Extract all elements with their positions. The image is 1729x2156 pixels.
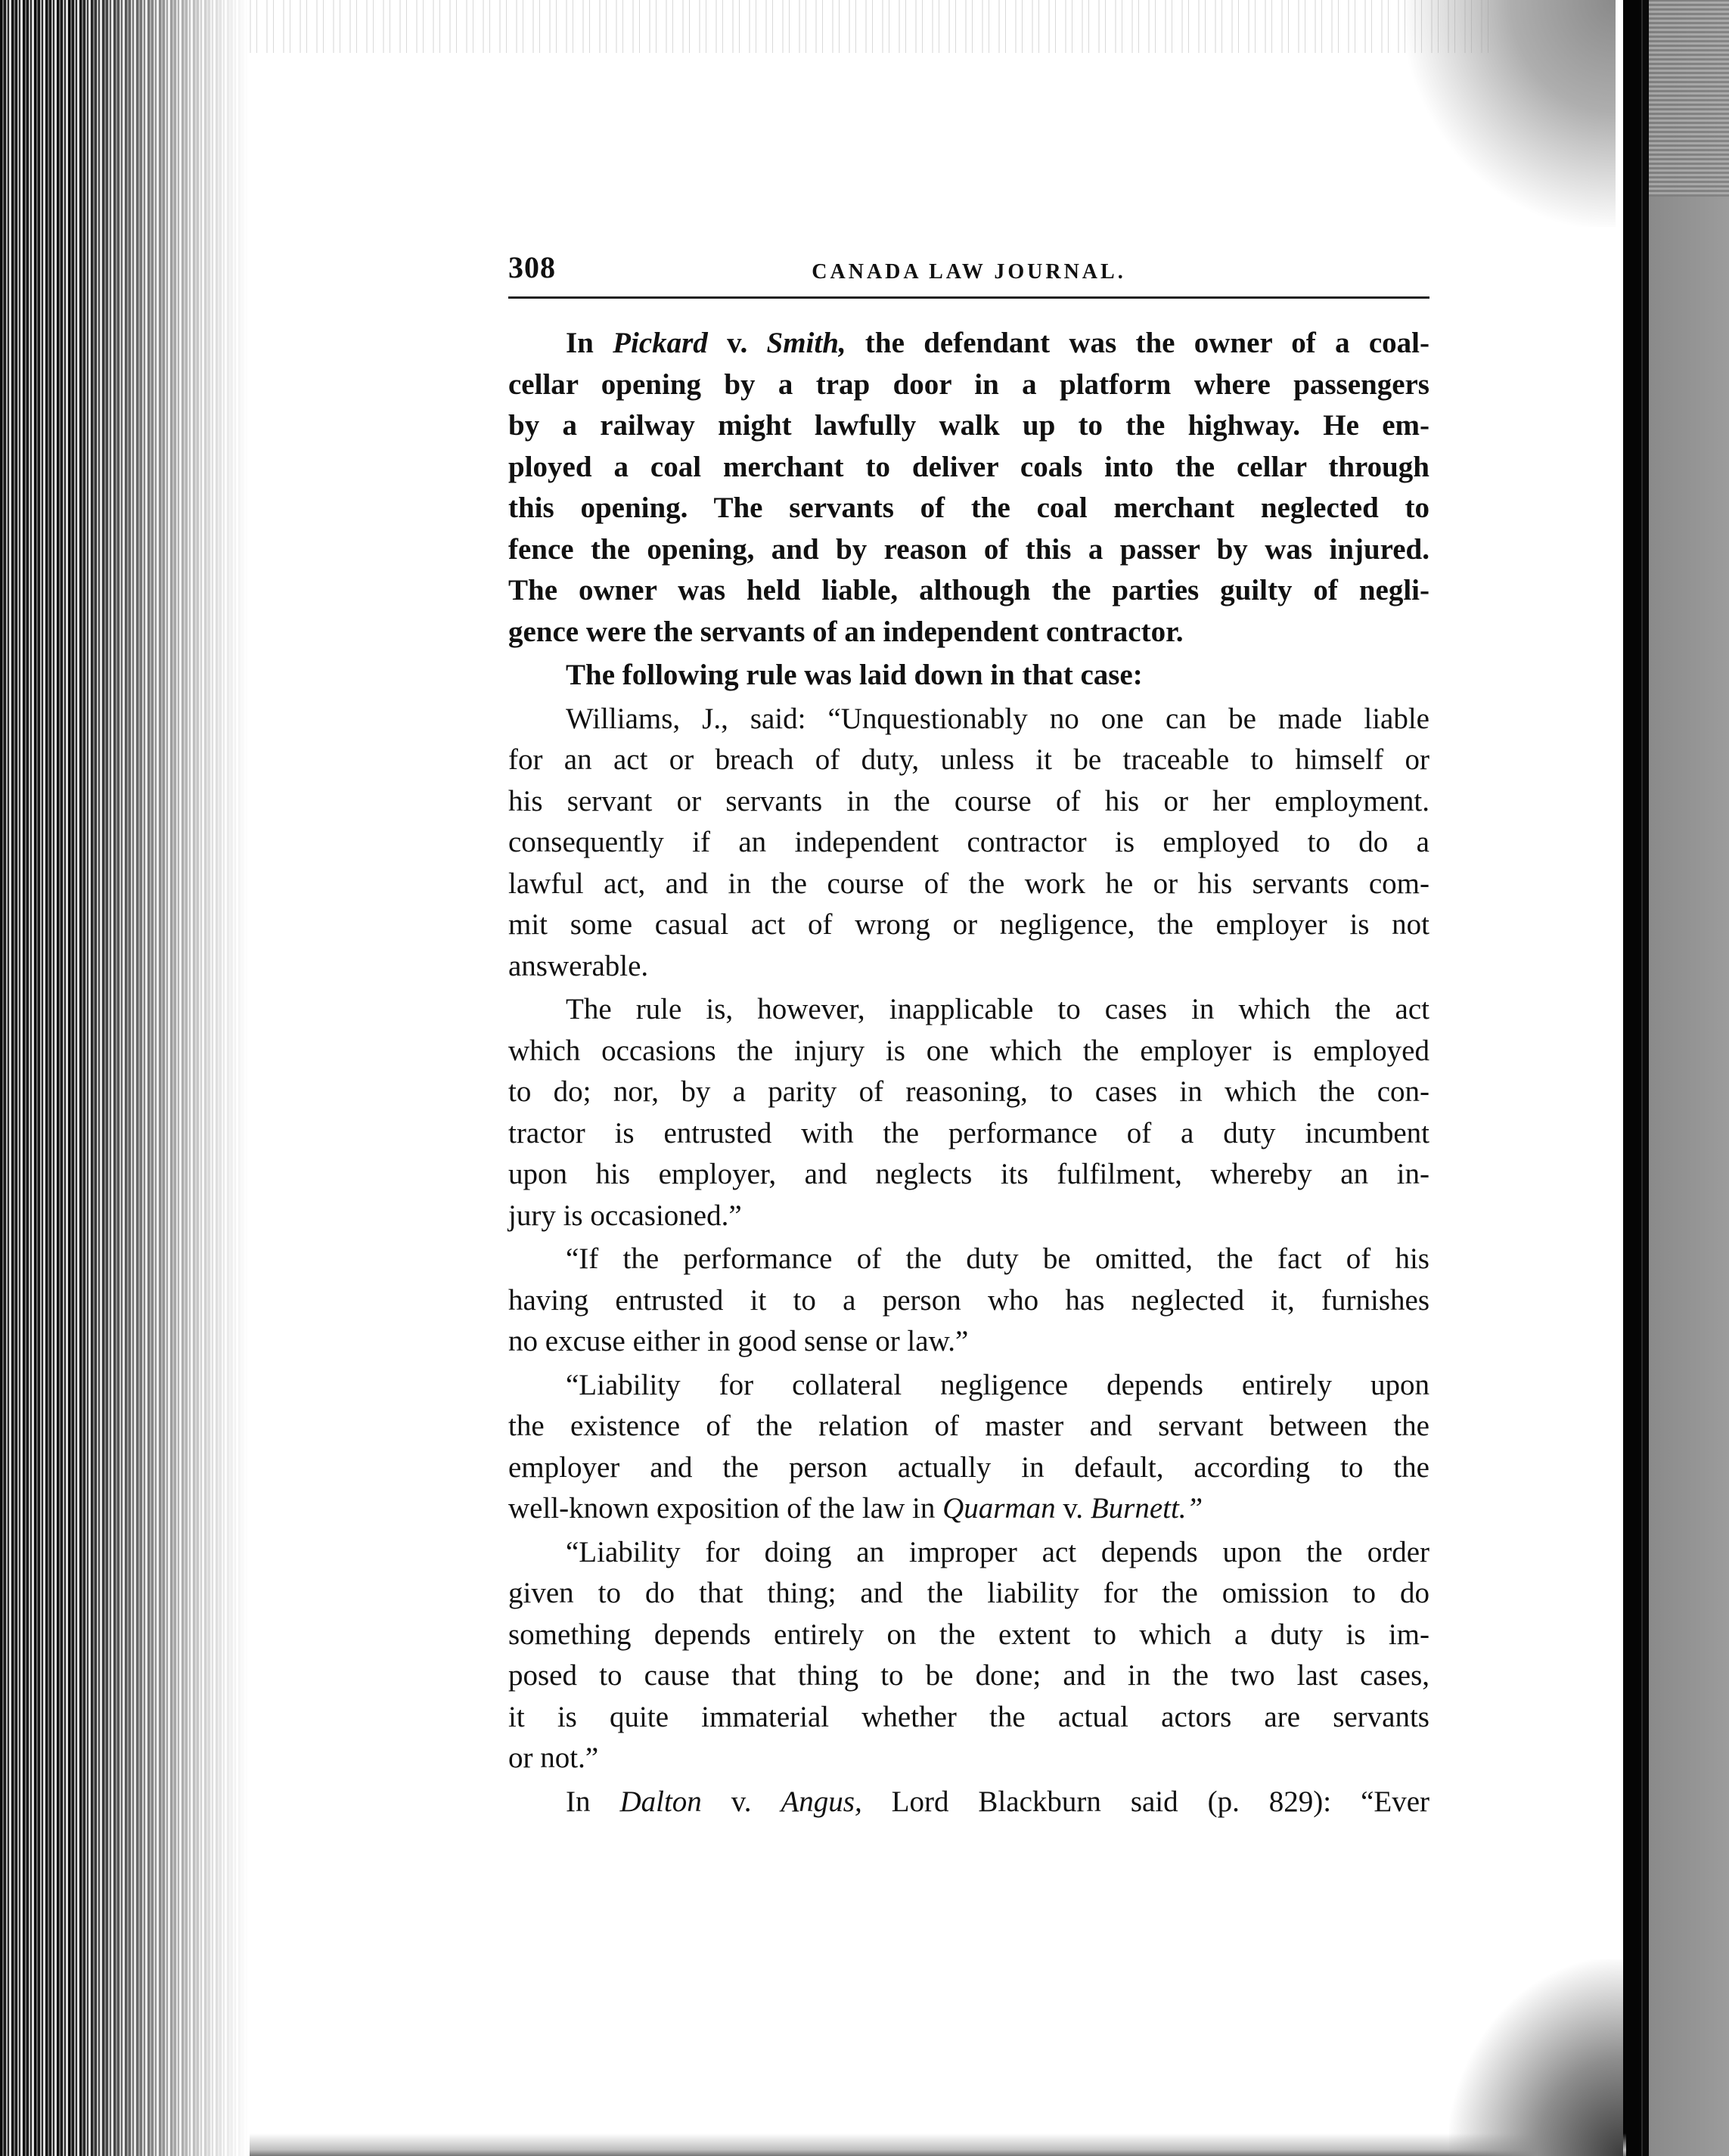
text-line: for an act or breach of duty, unless it be traceable to himself or <box>508 743 1429 776</box>
text-line: The following rule was laid down in that case: <box>566 659 1143 691</box>
paragraph <box>508 699 1429 988</box>
text-line: In Dalton v. Angus, Lord Blackburn said (p. 829): “Ever <box>566 1785 1429 1818</box>
page-number: 308 <box>508 250 556 284</box>
text-line: The rule is, however, inapplicable to cases in which the act <box>566 993 1429 1025</box>
text-line: given to do that thing; and the liability for the omission to do <box>508 1577 1429 1609</box>
paragraph <box>508 1239 1429 1363</box>
paragraph <box>508 989 1429 1236</box>
body-text <box>508 323 1429 1823</box>
text-line: posed to cause that thing to be done; and in the two last cases, <box>508 1659 1429 1692</box>
document-page <box>508 250 1429 1825</box>
text-line: having entrusted it to a person who has neglected it, furnishes <box>508 1283 1429 1317</box>
text-line: to do; nor, by a parity of reasoning, to cases in which the con- <box>508 1075 1429 1108</box>
scan-right-edge <box>1623 0 1729 2156</box>
text-line: answerable. <box>508 949 649 982</box>
text-line: The owner was held liable, although the parties guilty of negli- <box>508 574 1429 606</box>
text-line: something depends entirely on the extent to which a duty is im- <box>508 1618 1429 1651</box>
case-name: Angus, <box>781 1785 862 1818</box>
text-line: tractor is entrusted with the performance of a duty incumbent <box>508 1116 1429 1149</box>
text-line: the existence of the relation of master and servant between the <box>508 1410 1429 1442</box>
text-line: it is quite immaterial whether the actual actors are servants <box>508 1700 1429 1733</box>
text-line: consequently if an independent contractor is employed to do a <box>508 826 1429 858</box>
text-line: gence were the servants of an independent contractor. <box>508 615 1184 648</box>
text-line: “Liability for doing an improper act depends upon the order <box>566 1535 1429 1568</box>
scan-corner-shadow <box>1404 0 1616 227</box>
text-line: or not.” <box>508 1742 599 1774</box>
scan-bottom-edge <box>250 2133 1626 2156</box>
text-line: “If the performance of the duty be omitted, the fact of his <box>566 1242 1429 1275</box>
case-name: Smith, <box>766 327 846 359</box>
paragraph <box>508 655 1429 696</box>
paragraph <box>508 1365 1429 1530</box>
case-name: Pickard <box>613 327 708 359</box>
paragraph <box>508 1532 1429 1779</box>
text-line: cellar opening by a trap door in a platform where passengers <box>508 368 1429 401</box>
text-line: well-known exposition of the law in Quarman v. Burnett.” <box>508 1492 1203 1525</box>
text-line: “Liability for collateral negligence depends entirely upon <box>566 1368 1429 1401</box>
text-line: employer and the person actually in default, according to the <box>508 1450 1429 1484</box>
text-line: mit some casual act of wrong or negligence, the employer is not <box>508 908 1429 941</box>
text-line: upon his employer, and neglects its fulfilment, whereby an in- <box>508 1158 1429 1190</box>
text-line: by a railway might lawfully walk up to the highway. He em- <box>508 409 1429 442</box>
text-line: Williams, J., said: “Unquestionably no one can be made liable <box>566 702 1429 735</box>
text-line: lawful act, and in the course of the work he or his servants com- <box>508 867 1429 900</box>
text-line: which occasions the injury is one which the employer is employed <box>508 1034 1429 1067</box>
journal-title: CANADA LAW JOURNAL. <box>812 260 1126 284</box>
text-line: fence the opening, and by reason of this a passer by was injured. <box>508 532 1429 566</box>
text-line: his servant or servants in the course of his or her employment. <box>508 784 1429 817</box>
text-line: this opening. The servants of the coal merchant neglected to <box>508 492 1429 524</box>
case-name: Burnett.” <box>1090 1492 1203 1525</box>
running-header <box>508 250 1429 299</box>
scan-corner-shadow-bottom <box>1449 1959 1623 2156</box>
paragraph <box>508 1782 1429 1823</box>
case-name: Quarman <box>942 1492 1056 1525</box>
paragraph <box>508 323 1429 653</box>
scan-top-edge <box>250 0 1498 53</box>
book-binding-edge <box>0 0 250 2156</box>
text-line: jury is occasioned.” <box>508 1199 742 1232</box>
text-line: In Pickard v. Smith, the defendant was the owner of a coal- <box>566 327 1429 359</box>
text-line: ployed a coal merchant to deliver coals into the cellar through <box>508 450 1429 483</box>
text-line: no excuse either in good sense or law.” <box>508 1325 969 1357</box>
case-name: Dalton <box>619 1785 702 1818</box>
